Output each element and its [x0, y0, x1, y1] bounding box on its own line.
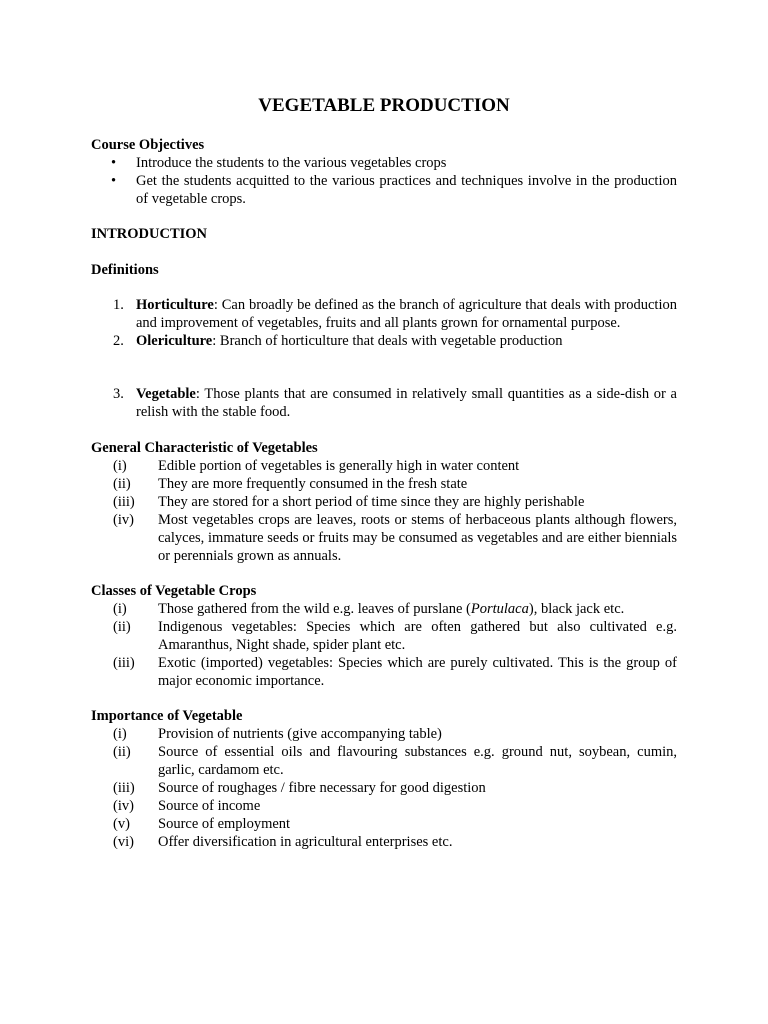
list-number: (i) — [113, 601, 127, 617]
course-objectives-section — [91, 136, 677, 208]
list-item-text-end: ), black jack etc. — [528, 601, 625, 617]
list-number: (vi) — [113, 834, 134, 850]
list-item — [91, 779, 677, 797]
list-item-text: Source of roughages / fibre necessary for good digestion — [158, 780, 486, 796]
document-title: VEGETABLE PRODUCTION — [258, 95, 510, 116]
section-heading: Classes of Vegetable Crops — [91, 583, 257, 599]
list-item-text: Exotic (imported) vegetables: Species which are purely cultivated. This is the group of major economic importance. — [158, 655, 677, 689]
list-item-text: Most vegetables crops are leaves, roots or stems of herbaceous plants although flowers, calyces, immature seeds or fruits may be consumed as vegetables and are either biennials or perennials grown as annuals. — [158, 512, 677, 564]
list-item — [91, 457, 677, 475]
list-item-text: Edible portion of vegetables is generally high in water content — [158, 458, 520, 474]
list-item — [91, 618, 677, 654]
list-item — [91, 743, 677, 779]
list-item — [91, 493, 677, 511]
list-item — [91, 797, 677, 815]
list-number: 3. — [113, 386, 124, 402]
list-item — [91, 332, 677, 350]
list-item-text: Source of essential oils and flavouring substances e.g. ground nut, soybean, cumin, garlic, cardamom etc. — [158, 744, 677, 778]
classes-section — [91, 582, 677, 690]
definitions-list — [91, 296, 677, 350]
list-item-text: Provision of nutrients (give accompanying table) — [158, 726, 442, 742]
list-number: (ii) — [113, 619, 131, 635]
list-item — [91, 475, 677, 493]
definitions-section — [91, 261, 677, 279]
list-item-text: They are stored for a short period of time since they are highly perishable — [158, 494, 585, 510]
list-number: (i) — [113, 458, 127, 474]
section-heading: INTRODUCTION — [91, 226, 208, 242]
definition-text: : Branch of horticulture that deals with vegetable production — [212, 333, 563, 349]
section-heading: Definitions — [91, 262, 159, 278]
importance-section — [91, 707, 677, 851]
list-number: (i) — [113, 726, 127, 742]
list-number: (iii) — [113, 780, 135, 796]
section-heading: Course Objectives — [91, 137, 205, 153]
bullet-icon: • — [111, 155, 117, 171]
scientific-name: Portulaca — [470, 601, 529, 617]
definition-term: Horticulture — [136, 297, 214, 313]
list-number: (iv) — [113, 798, 134, 814]
list-item — [91, 833, 677, 851]
list-item — [91, 725, 677, 743]
list-item — [91, 154, 677, 172]
list-item-text: Indigenous vegetables: Species which are often gathered but also cultivated e.g. Amaranthus, Night shade, spider plant etc. — [158, 619, 677, 653]
list-item — [91, 385, 677, 421]
definitions-list-continued — [91, 385, 677, 421]
list-item — [91, 815, 677, 833]
list-number: 1. — [113, 297, 124, 313]
list-number: (iii) — [113, 655, 135, 671]
list-item — [91, 511, 677, 565]
characteristics-section — [91, 439, 677, 565]
list-number: (ii) — [113, 744, 131, 760]
list-number: (ii) — [113, 476, 131, 492]
list-item — [91, 600, 677, 618]
list-number: 2. — [113, 333, 124, 349]
list-item — [91, 296, 677, 332]
introduction-section — [91, 225, 677, 243]
definition-term: Olericulture — [136, 333, 213, 349]
list-item — [91, 654, 677, 690]
list-item-text: Source of income — [158, 798, 261, 814]
definition-text: : Those plants that are consumed in relatively small quantities as a side-dish or a relish with the stable food. — [136, 386, 677, 420]
list-item-text: Offer diversification in agricultural enterprises etc. — [158, 834, 453, 850]
list-number: (iv) — [113, 512, 134, 528]
list-number: (v) — [113, 816, 130, 832]
definition-text: : Can broadly be defined as the branch of agriculture that deals with production and improvement of vegetables, fruits and all plants grown for ornamental purpose. — [136, 297, 677, 331]
list-item — [91, 172, 677, 208]
definition-term: Vegetable — [136, 386, 196, 402]
list-item-text: Introduce the students to the various vegetables crops — [136, 155, 447, 171]
list-item-text: Those gathered from the wild e.g. leaves of purslane ( — [158, 601, 471, 617]
list-item-text: They are more frequently consumed in the fresh state — [158, 476, 468, 492]
section-heading: General Characteristic of Vegetables — [91, 440, 318, 456]
bullet-icon: • — [111, 173, 117, 189]
list-item-text: Get the students acquitted to the various practices and techniques involve in the production of vegetable crops. — [136, 173, 677, 207]
list-item-text: Source of employment — [158, 816, 291, 832]
section-heading: Importance of Vegetable — [91, 708, 243, 724]
list-number: (iii) — [113, 494, 135, 510]
